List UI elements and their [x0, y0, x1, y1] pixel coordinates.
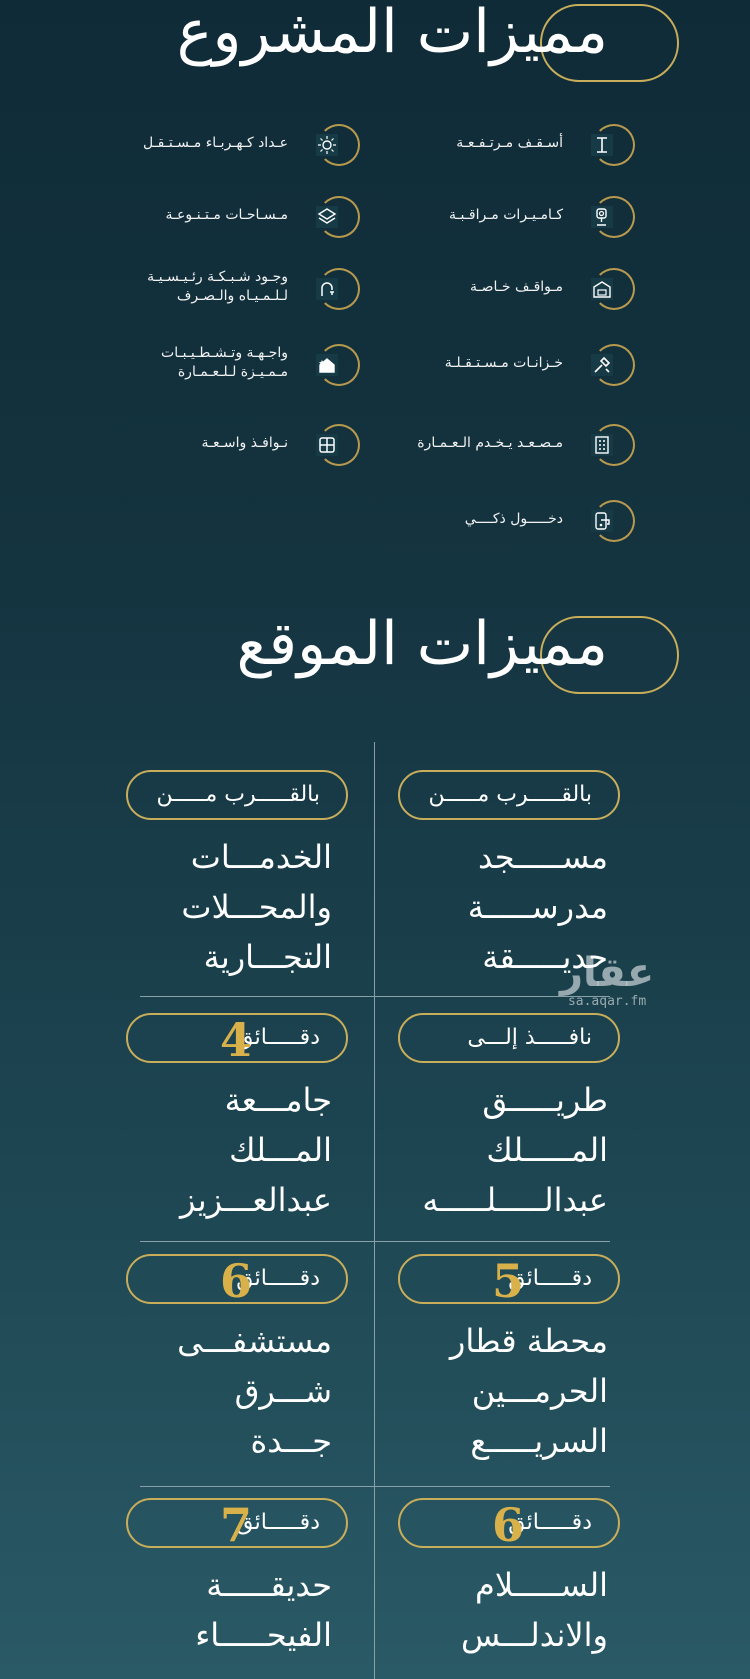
window-icon	[316, 434, 338, 456]
row-divider	[140, 1241, 610, 1242]
distance-pill	[398, 770, 620, 820]
place-name-line: محطة قطار	[449, 1322, 608, 1360]
distance-pill	[126, 1254, 348, 1308]
feature-item	[130, 344, 360, 390]
watermark-domain: sa.aqar.fm	[567, 994, 647, 1009]
place-name	[112, 1316, 332, 1466]
feature-label-line: واجـهـة وتـشـطـيـبـات	[161, 345, 288, 361]
camera-icon	[591, 206, 613, 228]
feature-item	[130, 124, 360, 170]
place-name-line: مدرســـــة	[467, 888, 608, 926]
feature-item	[405, 424, 635, 470]
project-title: مميزات المشروع	[176, 0, 608, 67]
place-name-line: والمحـــلات	[181, 888, 332, 926]
feature-item	[130, 196, 360, 242]
distance-pill	[126, 770, 348, 820]
feature-item	[130, 268, 360, 314]
distance-pill	[398, 1013, 620, 1063]
place-name-line: جـــدة	[250, 1422, 332, 1460]
house-star-icon	[316, 354, 338, 376]
place-name-line: المـــــلك	[486, 1131, 608, 1169]
pill-label: دقـــــائق	[236, 1510, 320, 1535]
pill-label: نافـــــذ إلـــى	[467, 1025, 592, 1050]
feature-label-line: أسـقـف مـرتـفـعـة	[456, 135, 563, 151]
feature-label-line: عـداد كـهـربـاء مـسـتـقـل	[142, 135, 288, 151]
feature-label-line: مـمـيـزة لـلـعـمـارة	[177, 364, 288, 380]
place-name	[112, 1075, 332, 1225]
pill-label: دقـــــائق	[236, 1025, 320, 1050]
row-divider	[140, 1486, 610, 1487]
feature-label-line: مـسـاحـات مـتـنـوعـة	[165, 207, 288, 223]
minutes-number: 6	[492, 1498, 525, 1552]
pill-label: دقـــــائق	[508, 1266, 592, 1291]
place-name-line: عبدالـــــلـــــه	[422, 1181, 608, 1219]
minutes-number: 6	[220, 1254, 253, 1308]
light-bulb-icon	[316, 134, 338, 156]
feature-label-line: وجـود شـبـكـة رئـيـسـيـة	[147, 269, 288, 285]
garage-icon	[591, 278, 613, 300]
feature-label	[143, 134, 288, 153]
feature-label	[417, 434, 563, 453]
feature-label	[449, 206, 563, 225]
feature-label-line: نـوافـذ واسـعـة	[201, 435, 288, 451]
feature-label	[470, 278, 563, 297]
minutes-number: 4	[220, 1013, 253, 1067]
feature-label-line: مـواقـف خـاصـة	[470, 279, 563, 295]
location-title: مميزات الموقع	[236, 609, 608, 679]
feature-label-line: مـصـعـد يـخـدم الـعـمـارة	[417, 435, 563, 451]
watermark-brand: عقار	[560, 950, 655, 996]
ceiling-height-icon	[591, 134, 613, 156]
feature-item	[130, 424, 360, 470]
feature-label-line: كـامـيـرات مـراقـبـة	[448, 207, 563, 223]
feature-item	[405, 124, 635, 170]
minutes-number: 5	[492, 1254, 525, 1308]
feature-item	[405, 268, 635, 314]
place-name-line: الحرمـــين	[471, 1372, 608, 1410]
feature-item	[405, 344, 635, 390]
place-name	[388, 1560, 608, 1660]
place-name-line: الســـــلام	[475, 1566, 608, 1604]
place-name	[388, 1075, 608, 1225]
feature-label-line: خـزانـات مـسـتـقـلـة	[444, 355, 563, 371]
watermark	[560, 952, 654, 1009]
feature-label	[161, 344, 288, 382]
pill-label: بالقـــــرب مـــــن	[156, 782, 320, 807]
place-name-line: الفيحـــــاء	[195, 1616, 332, 1654]
minutes-number: 7	[220, 1498, 253, 1552]
row-divider	[140, 996, 610, 997]
place-name-line: مستشفـــى	[177, 1322, 332, 1360]
place-name	[112, 1560, 332, 1660]
water-tap-icon	[316, 278, 338, 300]
feature-item	[405, 500, 635, 546]
pill-label: دقـــــائق	[236, 1266, 320, 1291]
feature-label	[165, 206, 288, 225]
feature-label	[456, 134, 563, 153]
place-name-line: طريـــــق	[482, 1081, 608, 1119]
distance-pill	[398, 1498, 620, 1552]
distance-pill	[398, 1254, 620, 1308]
feature-label	[445, 354, 563, 373]
feature-label	[465, 510, 563, 529]
place-name-line: والاندلـــس	[461, 1616, 608, 1654]
feature-label-line: دخـــــول ذكــــي	[464, 511, 563, 527]
distance-pill	[126, 1498, 348, 1552]
place-name	[112, 832, 332, 982]
column-divider	[374, 742, 375, 1679]
place-name-line: عبدالعـــزيز	[180, 1181, 332, 1219]
place-name-line: جامـــعة	[224, 1081, 332, 1119]
feature-label-line: لـلـمـيـاه والـصـرف	[176, 288, 288, 304]
place-name-line: شـــرق	[234, 1372, 332, 1410]
feature-label	[147, 268, 288, 306]
pill-label: دقـــــائق	[508, 1510, 592, 1535]
feature-item	[405, 196, 635, 242]
place-name-line: المـــلك	[229, 1131, 332, 1169]
place-name-line: التجـــارية	[203, 938, 332, 976]
place-name-line: السريـــــع	[470, 1422, 608, 1460]
smart-lock-icon	[591, 510, 613, 532]
place-name-line: حديـــــقة	[482, 938, 608, 976]
feature-label	[201, 434, 288, 453]
layers-icon	[316, 206, 338, 228]
elevator-icon	[591, 434, 613, 456]
pill-label: بالقـــــرب مـــــن	[428, 782, 592, 807]
place-name-line: مســـــجد	[477, 838, 608, 876]
place-name	[388, 1316, 608, 1466]
tools-icon	[591, 354, 613, 376]
place-name-line: الخدمـــات	[190, 838, 332, 876]
distance-pill	[126, 1013, 348, 1067]
place-name-line: حديقـــــة	[206, 1566, 332, 1604]
